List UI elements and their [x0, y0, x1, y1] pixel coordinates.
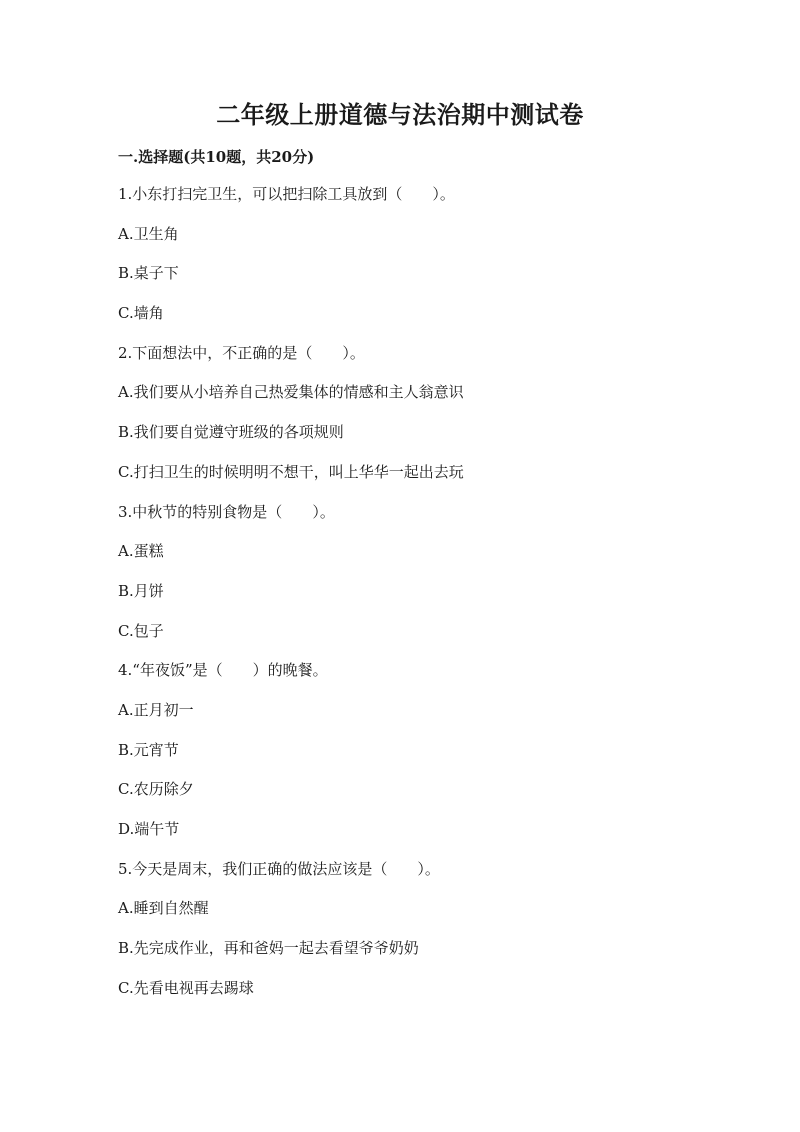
question-4-option-a: A.正月初一 — [118, 700, 194, 719]
question-2-option-a: A.我们要从小培养自己热爱集体的情感和主人翁意识 — [118, 383, 464, 402]
question-3-option-a: A.蛋糕 — [118, 542, 164, 561]
question-5-stem: 5.今天是周末，我们正确的做法应该是（ ）。 — [118, 859, 440, 878]
question-2-option-b: B.我们要自觉遵守班级的各项规则 — [118, 423, 344, 442]
question-4-option-c: C.农历除夕 — [118, 780, 194, 799]
question-2-option-c: C.打扫卫生的时候明明不想干，叫上华华一起出去玩 — [118, 462, 464, 481]
question-1-option-c: C.墙角 — [118, 304, 164, 323]
section-heading: 一.选择题(共10题，共20分) — [118, 148, 315, 166]
question-3-stem: 3.中秋节的特别食物是（ ）。 — [118, 502, 335, 521]
question-list — [118, 175, 682, 1008]
question-2-stem: 2.下面想法中，不正确的是（ ）。 — [118, 343, 365, 362]
question-5-option-b: B.先完成作业，再和爸妈一起去看望爷爷奶奶 — [118, 939, 419, 958]
question-1-stem: 1.小东打扫完卫生，可以把扫除工具放到（ ）。 — [118, 185, 455, 203]
question-3-option-b: B.月饼 — [118, 581, 164, 600]
question-4-option-b: B.元宵节 — [118, 740, 179, 759]
question-1-option-b: B.桌子下 — [118, 264, 179, 283]
question-4-option-d: D.端午节 — [118, 820, 180, 838]
question-5-option-c: C.先看电视再去踢球 — [118, 978, 254, 997]
question-5-option-a: A.睡到自然醒 — [118, 899, 209, 918]
page-title: 二年级上册道德与法治期中测试卷 — [216, 100, 584, 129]
question-1-option-a: A.卫生角 — [118, 224, 179, 243]
question-3-option-c: C.包子 — [118, 621, 164, 640]
question-4-stem: 4.“年夜饭”是（ ）的晚餐。 — [118, 661, 328, 680]
